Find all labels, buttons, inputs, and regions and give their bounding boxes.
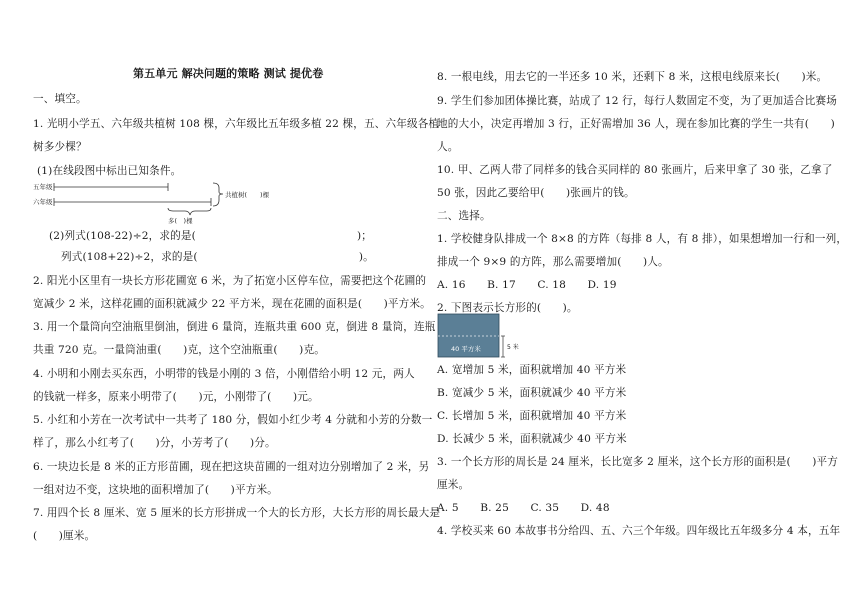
- q3-line2: 共重 720 克。一量筒油重( )克，这个空油瓶重( )克。: [33, 344, 325, 356]
- q4-line2: 的钱就一样多，原来小明带了( )元，小刚带了( )元。: [33, 391, 319, 403]
- q5-line2: 样了，那么小红考了( )分，小芳考了( )分。: [33, 437, 276, 449]
- section-fill-heading: 一、填空。: [33, 93, 87, 105]
- c2-line1: 2. 下图表示长方形的( )。: [437, 302, 578, 314]
- c2-side-label: 5 米: [507, 344, 519, 351]
- q5-line1: 5. 小红和小芳在一次考试中一共考了 180 分，假如小红少考 4 分就和小芳的分数一: [33, 414, 433, 426]
- c3-line2: 厘米。: [437, 479, 470, 491]
- q1-line1: 1. 光明小学五、六年级共植树 108 棵，六年级比五年级多植 22 棵，五、六年级各植: [33, 118, 440, 130]
- c3-line1: 3. 一个长方形的周长是 24 厘米，长比宽多 2 厘米，这个长方形的面积是( )平方: [437, 456, 839, 468]
- q9-line1: 9. 学生们参加团体操比赛，站成了 12 行，每行人数固定不变，为了更加适合比赛场: [437, 95, 838, 107]
- c2-area-label: 40 平方米: [451, 345, 481, 353]
- diagram-total-label: 共植树( )棵: [225, 191, 270, 199]
- diagram-label-grade5: 五年级: [33, 183, 53, 191]
- q6-line2: 一组对边不变，这块地的面积增加了( )平方米。: [33, 484, 278, 496]
- section-choice-heading: 二、选择。: [437, 210, 491, 222]
- c2-option-b: B. 宽减少 5 米，面积就减少 40 平方米: [437, 387, 627, 399]
- q3-line1: 3. 用一个量筒向空油瓶里倒油，倒进 6 量筒，连瓶共重 600 克，倒进 8 量筒，连瓶: [33, 321, 436, 333]
- q1-sub2a: (2)列式(108-22)÷2，求的是( )；: [49, 230, 373, 242]
- q1-line-segment-diagram: [33, 178, 293, 226]
- q4-line1: 4. 小明和小刚去买东西，小明带的钱是小刚的 3 倍，小刚借给小明 12 元，两人: [33, 368, 415, 380]
- q2-line2: 宽减少 2 米，这样花圃的面积就减少 22 平方米，现在花圃的面积是( )平方米。: [33, 298, 431, 310]
- q1-line2: 树多少棵？: [33, 141, 87, 153]
- q9-line2: 地的大小，决定再增加 3 行，正好需增加 36 人，现在参加比赛的学生一共有( ): [437, 118, 835, 130]
- q9-line3: 人。: [437, 141, 459, 153]
- q7-line2: ( )厘米。: [33, 530, 96, 542]
- c1-line2: 排成一个 9×9 的方阵，那么需要增加( )人。: [437, 256, 669, 268]
- q10-line1: 10. 甲、乙两人带了同样多的钱合买同样的 80 张画片，后来甲拿了 30 张，乙拿了: [437, 164, 833, 176]
- q1-sub1: (1)在线段图中标出已知条件。: [37, 165, 182, 177]
- page-title: 第五单元 解决问题的策略 测试 提优卷: [133, 67, 324, 80]
- c2-option-a: A. 宽增加 5 米，面积就增加 40 平方米: [437, 364, 627, 376]
- c4-line1: 4. 学校买来 60 本故事书分给四、五、六三个年级。四年级比五年级多分 4 本，五年: [437, 525, 841, 537]
- diagram-more-label: 多( )棵: [168, 217, 193, 225]
- c2-option-d: D. 长减少 5 米，面积就减少 40 平方米: [437, 433, 627, 445]
- q6-line1: 6. 一块边长是 8 米的正方形苗圃，现在把这块苗圃的一组对边分别增加了 2 米，另: [33, 461, 430, 473]
- q7-line1: 7. 用四个长 8 厘米、宽 5 厘米的长方形拼成一个大的长方形，大长方形的周长最大是: [33, 507, 441, 519]
- diagram-label-grade6: 六年级: [33, 198, 53, 206]
- q2-line1: 2. 阳光小区里有一块长方形花圃宽 6 米，为了拓宽小区停车位，需要把这个花圃的: [33, 275, 427, 287]
- c1-line1: 1. 学校健身队排成一个 8×8 的方阵（每排 8 人，有 8 排），如果想增加一行和一列，: [437, 233, 848, 245]
- c1-options: A. 16 B. 17 C. 18 D. 19: [437, 279, 617, 291]
- q1-sub2b: 列式(108+22)÷2，求的是( )。: [61, 251, 374, 263]
- right-column: [437, 0, 848, 608]
- c2-option-c: C. 长增加 5 米，面积就增加 40 平方米: [437, 410, 627, 422]
- q10-line2: 50 张，因此乙要给甲( )张画片的钱。: [437, 187, 635, 199]
- c3-options: A. 5 B. 25 C. 35 D. 48: [437, 502, 610, 514]
- c2-rectangle-figure: [437, 313, 517, 359]
- left-column: [33, 0, 441, 608]
- q8-line1: 8. 一根电线，用去它的一半还多 10 米，还剩下 8 米，这根电线原来长( )米。: [437, 71, 828, 83]
